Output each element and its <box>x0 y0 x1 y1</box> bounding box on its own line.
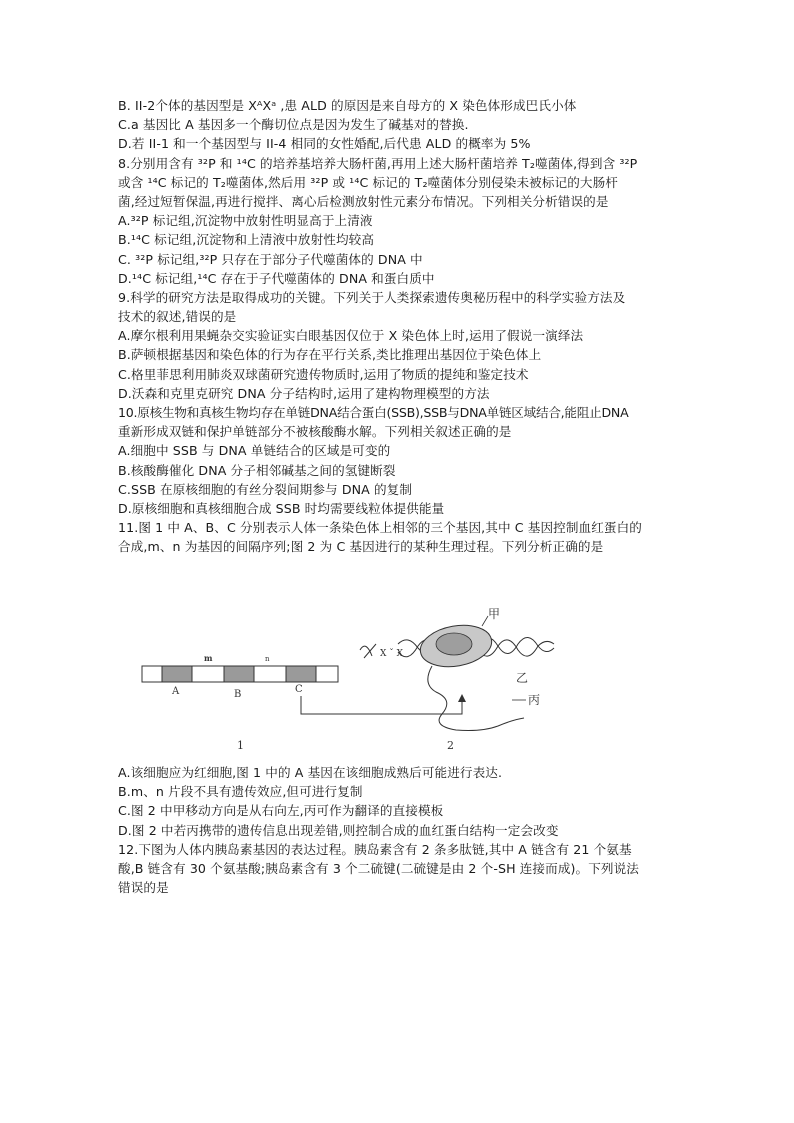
gene-label-b: B <box>234 689 242 700</box>
question-8-stem: 8.分别用含有 ³²P 和 ¹⁴C 的培养基培养大肠杆菌,再用上述大肠杆菌培养 T₂噬菌体,得到含 ³²P <box>118 155 638 171</box>
question-11-option-b: B.m、n 片段不具有遗传效应,但可进行复制 <box>118 784 363 800</box>
figure-1-number: 1 <box>237 739 244 752</box>
label-jia: 甲 <box>488 607 501 621</box>
text-line: C.a 基因比 A 基因多一个酶切位点是因为发生了碱基对的替换. <box>118 117 469 133</box>
question-9-option-a: A.摩尔根利用果蝇杂交实验证实白眼基因仅位于 X 染色体上时,运用了假说一演绎法 <box>118 328 584 344</box>
question-12-stem: 12.下图为人体内胰岛素基因的表达过程。胰岛素含有 2 条多肽链,其中 A 链含有 21 个氨基 <box>118 841 632 857</box>
question-11-option-a: A.该细胞应为红细胞,图 1 中的 A 基因在该细胞成熟后可能进行表达. <box>118 765 503 780</box>
question-8-option-a: A.³²P 标记组,沉淀物中放射性明显高于上清液 <box>118 213 373 229</box>
question-11-option-d: D.图 2 中若丙携带的遗传信息出现差错,则控制合成的血红蛋白结构一定会改变 <box>118 822 559 838</box>
gene-c-block <box>286 666 316 682</box>
spacer-label-n: n <box>265 655 270 663</box>
questions-lower-block <box>118 763 684 897</box>
text-line: D.若 II-1 和一个基因型与 II-4 相同的女性婚配,后代患 ALD 的概率为 5% <box>118 136 531 152</box>
question-11-option-c: C.图 2 中甲移动方向是从右向左,丙可作为翻译的直接模板 <box>118 803 444 819</box>
rna-bing <box>428 666 524 731</box>
question-9-option-b: B.萨顿根据基因和染色体的行为存在平行关系,类比推理出基因位于染色体上 <box>118 347 542 363</box>
arrow-head <box>458 694 466 702</box>
questions-upper-block <box>118 96 684 557</box>
figure-2-number: 2 <box>447 739 454 752</box>
question-8-stem: 或含 ¹⁴C 标记的 T₂噬菌体,然后用 ³²P 或 ¹⁴C 标记的 T₂噬菌体分别侵染未被标记的大肠杆 <box>118 174 618 190</box>
question-9-option-d: D.沃森和克里克研究 DNA 分子结构时,运用了建构物理模型的方法 <box>118 385 490 401</box>
connector-arrow <box>301 694 466 714</box>
dna-left-strand-end <box>360 644 376 658</box>
arrow-line <box>301 696 462 714</box>
stray-marks: X ˇ X <box>380 649 404 659</box>
question-8-option-d: D.¹⁴C 标记组,¹⁴C 存在于子代噬菌体的 DNA 和蛋白质中 <box>118 270 435 286</box>
gene-label-c: C <box>295 684 303 695</box>
label-bing: 丙 <box>528 693 541 707</box>
enzyme-core <box>436 633 472 655</box>
question-9-stem: 9.科学的研究方法是取得成功的关键。下列关于人类探索遗传奥秘历程中的科学实验方法及 <box>118 289 626 305</box>
question-10-option-a: A.细胞中 SSB 与 DNA 单链结合的区域是可变的 <box>118 443 391 459</box>
question-10-stem: 重新形成双链和保护单链部分不被核酸酶水解。下列相关叙述正确的是 <box>118 424 512 440</box>
question-10-option-c: C.SSB 在原核细胞的有丝分裂间期参与 DNA 的复制 <box>118 481 413 497</box>
question-10-option-b: B.核酸酶催化 DNA 分子相邻碱基之间的氢键断裂 <box>118 462 396 478</box>
question-11-figure <box>136 604 566 754</box>
transcription-diagram <box>360 607 554 731</box>
question-8-stem: 菌,经过短暂保温,再进行搅拌、离心后检测放射性元素分布情况。下列相关分析错误的是 <box>118 193 609 209</box>
gene-label-a: A <box>172 686 180 697</box>
question-12-stem: 错误的是 <box>118 880 169 896</box>
text-line: B. II-2个体的基因型是 XᴬXᵃ ,患 ALD 的原因是来自母方的 X 染色体形成巴氏小体 <box>118 98 577 113</box>
question-11-stem: 11.图 1 中 A、B、C 分别表示人体一条染色体上相邻的三个基因,其中 C 基因控制血红蛋白的 <box>118 520 642 536</box>
gene-a-block <box>162 666 192 682</box>
question-9-stem: 技术的叙述,错误的是 <box>118 309 237 325</box>
figure-svg <box>136 604 566 754</box>
label-yi: 乙 <box>516 671 529 685</box>
chromosome-segment <box>142 653 338 700</box>
question-11-stem: 合成,m、n 为基因的间隔序列;图 2 为 C 基因进行的某种生理过程。下列分析正确的是 <box>118 539 604 555</box>
question-10-stem: 10.原核生物和真核生物均存在单链DNA结合蛋白(SSB),SSB与DNA单链区域结合,能阻止DNA <box>118 405 629 420</box>
gene-b-block <box>224 666 254 682</box>
spacer-label-m: m <box>204 653 213 663</box>
question-8-option-b: B.¹⁴C 标记组,沉淀物和上清液中放射性均较高 <box>118 232 375 248</box>
question-8-option-c: C. ³²P 标记组,³²P 只存在于部分子代噬菌体的 DNA 中 <box>118 251 423 267</box>
question-12-stem: 酸,B 链含有 30 个氨基酸;胰岛素含有 3 个二硫键(二硫键是由 2 个-SH 连接而成)。下列说法 <box>118 860 639 876</box>
question-10-option-d: D.原核细胞和真核细胞合成 SSB 时均需要线粒体提供能量 <box>118 500 445 516</box>
question-9-option-c: C.格里菲思利用肺炎双球菌研究遗传物质时,运用了物质的提纯和鉴定技术 <box>118 366 529 382</box>
